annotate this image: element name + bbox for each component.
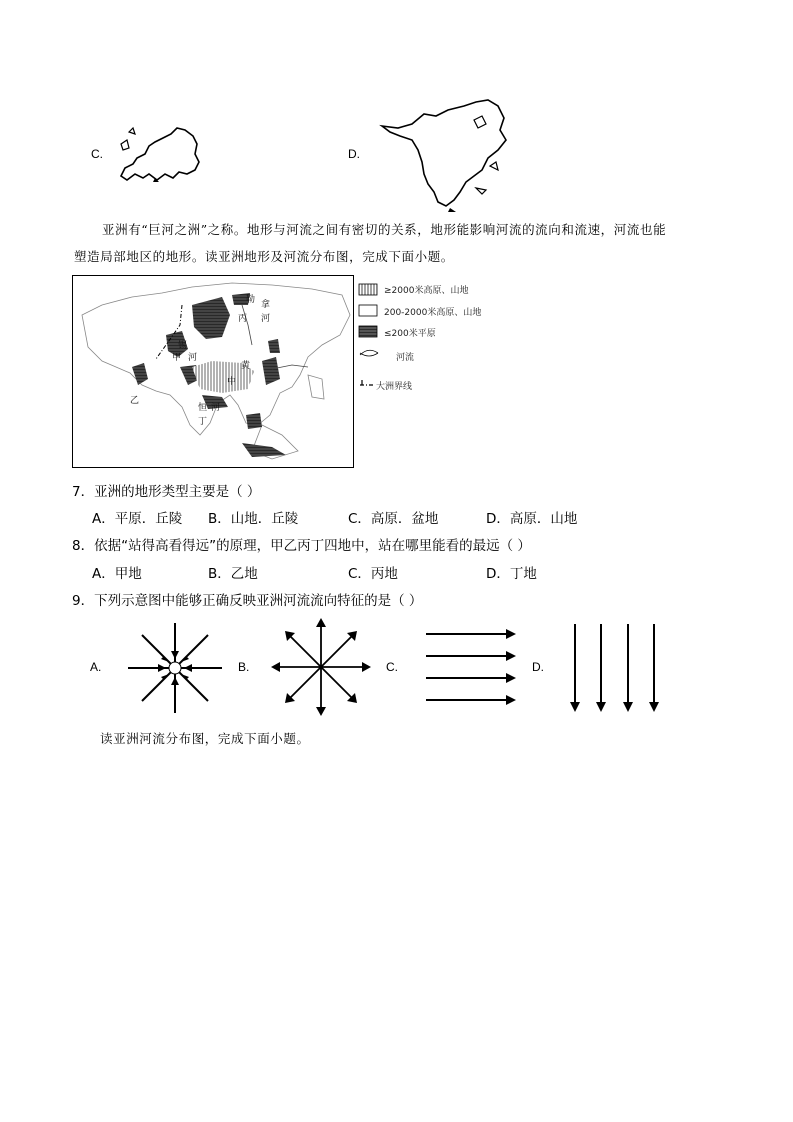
parallel-downward-arrows-diagram [566,622,664,714]
map-label-ding: 丁 [198,417,208,427]
legend-text-river: 河流 [396,353,415,363]
question-7-choice-c[interactable]: C．高原．盆地 [348,511,439,527]
legend-swatch-plain [359,326,377,337]
asia-terrain-river-map [72,275,354,468]
question-7-choice-d[interactable]: D．高原．山地 [486,511,578,527]
map-label-xi: 锡 [178,341,188,351]
europe-outline-image [115,124,203,184]
question-7-choice-b[interactable]: B．山地．丘陵 [208,511,299,527]
question-9-choice-b-label[interactable]: B. [238,660,250,674]
question-8-choice-c[interactable]: C．丙地 [348,566,398,582]
legend-swatch-mid [359,305,377,316]
legend-text-plain: ≤200米平原 [384,329,436,339]
question-8-choice-b[interactable]: B．乙地 [208,566,258,582]
radial-inward-arrows-diagram [124,619,226,717]
map-label-he3: 河 [188,353,198,363]
question-8-stem: 8．依据“站得高看得远”的原理，甲乙丙丁四地中，站在哪里能看的最远（ ） [72,538,531,554]
parallel-rightward-arrows-diagram [424,624,518,708]
legend-text-boundary: 大洲界线 [376,382,413,392]
option-d-label: D. [348,147,360,161]
question-9-choice-d-label[interactable]: D. [532,660,544,674]
question-9-choice-a-label[interactable]: A. [90,660,102,674]
map-label-huang: 黄 [241,361,251,371]
map-label-heng: 恒 [198,403,208,413]
map-label-bing: 丙 [238,314,248,324]
question-9-stem: 9．下列示意图中能够正确反映亚洲河流流向特征的是（ ） [72,593,423,609]
map-label-zhong: 中 [227,377,237,387]
question-8-choice-a[interactable]: A．甲地 [92,566,142,582]
question-8-choice-d[interactable]: D．丁地 [486,566,537,582]
intro-paragraph-2: 读亚洲河流分布图，完成下面小题。 [100,731,310,746]
legend-text-mid: 200-2000米高原、山地 [384,308,482,318]
question-9-choice-c-label[interactable]: C. [386,660,398,674]
map-label-yi: 乙 [130,396,140,406]
question-7-choice-a[interactable]: A．平原．丘陵 [92,511,183,527]
north-america-outline-image [378,96,518,214]
legend-text-high: ≥2000米高原、山地 [384,286,469,296]
question-7-stem: 7．亚洲的地形类型主要是（ ） [72,484,261,500]
legend-swatch-high [359,284,377,295]
map-label-jia: 甲 [172,353,182,363]
map-label-na: 拿 [261,300,271,310]
radial-outward-arrows-diagram [270,617,372,717]
intro-paragraph-line2: 塑造局部地区的地形。读亚洲地形及河流分布图，完成下面小题。 [74,249,454,264]
map-legend-swatches [358,283,380,393]
map-label-le: 勒 [246,295,256,305]
map-label-he1: 河 [261,314,271,324]
intro-paragraph-line1: 亚洲有“巨河之洲”之称。地形与河流之间有密切的关系，地形能影响河流的流向和流速，河流也能 [102,222,667,237]
option-c-label: C. [91,147,103,161]
map-label-he2: 河 [211,403,221,413]
